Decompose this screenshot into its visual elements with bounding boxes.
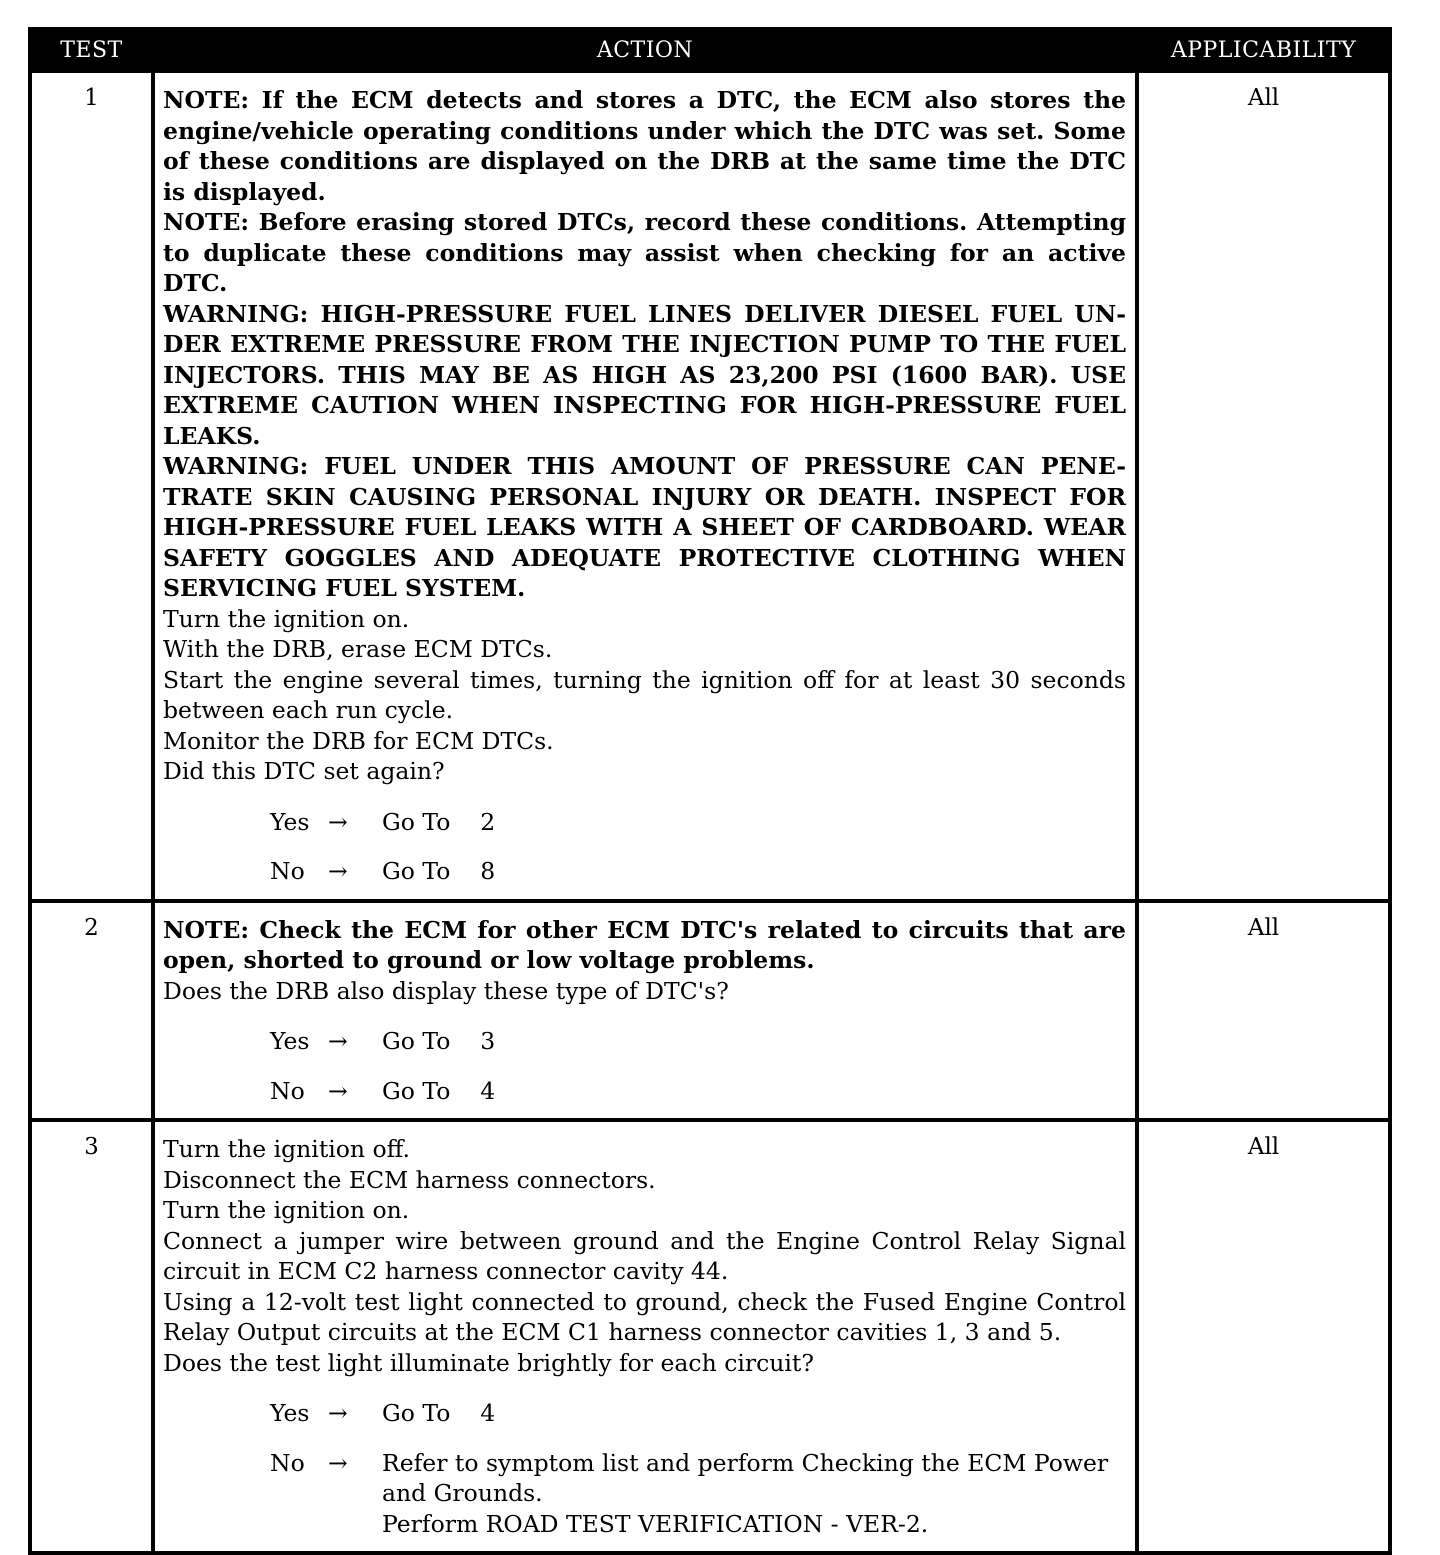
answer-branch (163, 1448, 1126, 1540)
header-action: ACTION (596, 37, 694, 63)
test-number: 2 (84, 914, 99, 941)
note-warning-text: NOTE: Check the ECM for other ECM DTC's related to circuits that are open, shorted to ground or low voltage problems. (163, 915, 1126, 974)
instruction-text: Does the test light illuminate brightly for each circuit? (163, 1348, 814, 1377)
answer-target-line: Perform ROAD TEST VERIFICATION - VER-2. (382, 1509, 929, 1538)
right-arrow-icon: → (328, 1027, 348, 1055)
answer-target (382, 1076, 1126, 1107)
answer-branch (163, 1398, 1126, 1429)
instruction-text: Monitor the DRB for ECM DTCs. (163, 726, 554, 755)
right-arrow-icon: → (328, 1399, 348, 1427)
instruction-text: Disconnect the ECM harness connectors. (163, 1165, 656, 1194)
answer-branch (163, 1076, 1126, 1107)
answer-target-line: Go To 3 (382, 1027, 496, 1055)
right-arrow-icon: → (328, 857, 348, 885)
instruction-text: With the DRB, erase ECM DTCs. (163, 635, 553, 663)
table-row (32, 899, 1388, 1119)
right-arrow-icon: → (328, 1448, 348, 1477)
note-warning-text: WARNING: FUEL UNDER THIS AMOUNT OF PRESSURE CAN PENE-TRATE SKIN CAUSING PERSONAL INJURY OR DEATH. INSPECT FOR HIGH-PRESSURE FUEL LEAKS WITH A SHEET OF CARDBOARD. WEAR SAFETY GOGGLES AND ADEQUATE PROTECTIVE CLOTHING WHEN SERVICING FUEL SYSTEM. (163, 452, 1126, 602)
answer-branch (163, 856, 1126, 887)
instruction-text: Did this DTC set again? (163, 757, 445, 785)
table-row (32, 69, 1388, 899)
answer-target (382, 807, 1126, 838)
applicability: All (1247, 1134, 1280, 1160)
instruction-text: Connect a jumper wire between ground and the Engine Control Relay Signal circuit in ECM C2 harness connector cavity 44. (163, 1226, 1126, 1285)
answer-target-line: Go To 4 (382, 1076, 496, 1105)
answer-label: No (270, 1076, 305, 1105)
test-number: 1 (84, 85, 99, 111)
answer-label: Yes (270, 1027, 310, 1055)
test-number: 3 (84, 1134, 99, 1160)
answer-target-line: Go To 2 (382, 807, 496, 836)
instruction-text: Does the DRB also display these type of DTC's? (163, 976, 729, 1005)
answer-label: No (270, 857, 305, 885)
instruction-text: Using a 12-volt test light connected to ground, check the Fused Engine Control Relay Output circuits at the ECM C1 harness connector cavities 1, 3 and 5. (163, 1287, 1126, 1346)
note-warning-text: WARNING: HIGH-PRESSURE FUEL LINES DELIVER DIESEL FUEL UN-DER EXTREME PRESSURE FROM THE INJECTION PUMP TO THE FUEL INJECTORS. THIS MAY BE AS HIGH AS 23,200 PSI (1600 BAR). USE EXTREME CAUTION WHEN INSPECTING FOR HIGH-PRESSURE FUEL LEAKS. (163, 299, 1126, 450)
note-warning-text: NOTE: Before erasing stored DTCs, record these conditions. Attempting to duplicate these conditions may assist when checking for an active DTC. (163, 208, 1126, 297)
answer-target (382, 856, 1126, 887)
applicability: All (1247, 85, 1280, 111)
table-body (32, 69, 1388, 1551)
answer-label: No (270, 1448, 305, 1477)
answer-branch (163, 1026, 1126, 1057)
note-warning-text: NOTE: If the ECM detects and stores a DTC, the ECM also stores the engine/vehicle operating conditions under which the DTC was set. Some of these conditions are displayed on the DRB at the same time the DTC is displayed. (163, 86, 1126, 206)
action-cell (151, 1122, 1139, 1551)
answer-target-line: Go To 4 (382, 1399, 496, 1427)
answer-target (382, 1398, 1126, 1429)
table-header (32, 31, 1388, 69)
action-cell (151, 73, 1139, 899)
right-arrow-icon: → (328, 807, 348, 836)
header-test: TEST (60, 37, 123, 63)
action-cell (151, 903, 1139, 1119)
instruction-text: Start the engine several times, turning the ignition off for at least 30 seconds between each run cycle. (163, 665, 1126, 724)
instruction-text: Turn the ignition on. (163, 604, 410, 633)
applicability: All (1247, 914, 1280, 941)
answer-target (382, 1026, 1126, 1057)
table-row (32, 1118, 1388, 1551)
answer-target-line: Refer to symptom list and perform Checking the ECM Power and Grounds. (382, 1448, 1116, 1507)
answer-branch (163, 807, 1126, 838)
right-arrow-icon: → (328, 1076, 348, 1105)
answer-target-line: Go To 8 (382, 857, 496, 885)
instruction-text: Turn the ignition off. (163, 1135, 411, 1163)
answer-label: Yes (270, 1399, 310, 1427)
diagnostic-test-table (28, 27, 1392, 1555)
header-applicability: APPLICABILITY (1170, 37, 1357, 63)
answer-label: Yes (270, 807, 310, 836)
instruction-text: Turn the ignition on. (163, 1196, 410, 1224)
answer-target (382, 1448, 1126, 1540)
